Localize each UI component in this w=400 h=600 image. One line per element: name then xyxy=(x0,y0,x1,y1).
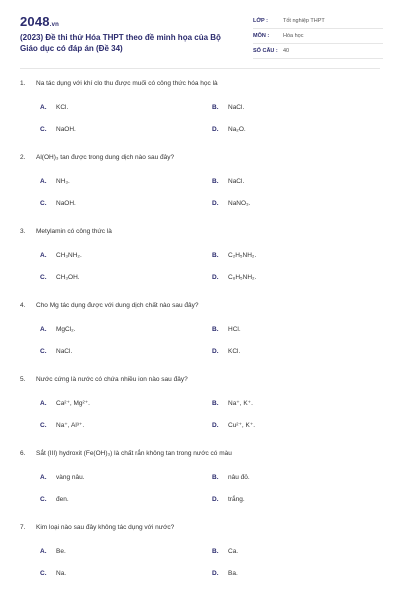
option-text: đen. xyxy=(56,496,69,503)
option-letter: B. xyxy=(212,400,219,407)
logo-suffix: .vn xyxy=(49,22,60,28)
option-b[interactable] xyxy=(212,547,238,557)
option-text: Cu²⁺, K⁺. xyxy=(228,422,256,429)
option-text: Na⁺, Al³⁺. xyxy=(56,422,85,429)
option-a[interactable] xyxy=(40,177,70,187)
option-text: MgCl₂. xyxy=(56,326,76,333)
option-letter: C. xyxy=(40,348,47,355)
meta-value: Tốt nghiệp THPT xyxy=(283,18,325,24)
question-number: 6. xyxy=(20,450,26,457)
option-letter: D. xyxy=(212,496,219,503)
option-text: Be. xyxy=(56,548,66,555)
option-a[interactable] xyxy=(40,325,76,335)
option-d[interactable] xyxy=(212,199,251,209)
option-c[interactable] xyxy=(40,273,80,283)
option-d[interactable] xyxy=(212,125,246,135)
option-letter: C. xyxy=(40,422,47,429)
question-item xyxy=(20,153,385,227)
option-letter: B. xyxy=(212,326,219,333)
question-text xyxy=(20,227,112,237)
option-text: NaCl. xyxy=(228,178,245,185)
option-letter: B. xyxy=(212,178,219,185)
option-text: NaCl. xyxy=(56,348,73,355)
meta-row-count xyxy=(253,44,383,59)
option-b[interactable] xyxy=(212,103,244,113)
option-b[interactable] xyxy=(212,399,253,409)
meta-row-class xyxy=(253,14,383,29)
option-a[interactable] xyxy=(40,103,68,113)
option-a[interactable] xyxy=(40,473,85,483)
option-letter: B. xyxy=(212,474,219,481)
option-c[interactable] xyxy=(40,421,84,431)
option-text: KCl. xyxy=(228,348,241,355)
document-meta xyxy=(253,14,383,59)
option-letter: D. xyxy=(212,274,219,281)
question-item xyxy=(20,523,385,597)
option-text: Ca²⁺, Mg²⁺. xyxy=(56,400,90,407)
document-title: (2023) Đề thi thử Hóa THPT theo đề minh họa của Bộ Giáo dục có đáp án (Đề 34) xyxy=(20,33,221,53)
option-letter: D. xyxy=(212,126,219,133)
site-logo[interactable] xyxy=(20,14,59,29)
question-item xyxy=(20,449,385,523)
option-text: CH₃OH. xyxy=(56,274,80,281)
question-text xyxy=(20,375,188,385)
option-b[interactable] xyxy=(212,251,256,261)
option-text: nâu đỏ. xyxy=(228,474,250,481)
option-text: Na⁺, K⁺. xyxy=(228,400,253,407)
option-text: Na. xyxy=(56,570,67,577)
option-letter: D. xyxy=(212,570,219,577)
option-text: NaOH. xyxy=(56,126,76,133)
question-number: 1. xyxy=(20,80,26,87)
question-stem: Sắt (III) hydroxit (Fe(OH)₃) là chất rắn không tan trong nước có màu xyxy=(36,450,232,457)
question-item xyxy=(20,79,385,153)
question-number: 5. xyxy=(20,376,26,383)
option-letter: A. xyxy=(40,400,47,407)
question-stem: Al(OH)₃ tan được trong dung dịch nào sau đây? xyxy=(36,154,175,161)
option-text: CH₃NH₂. xyxy=(56,252,82,259)
question-stem: Kim loại nào sau đây không tác dụng với nước? xyxy=(36,524,175,531)
option-c[interactable] xyxy=(40,495,69,505)
option-a[interactable] xyxy=(40,251,82,261)
option-letter: B. xyxy=(212,104,219,111)
meta-key: SỐ CÂU : xyxy=(253,48,278,54)
option-text: C₂H₅NH₂. xyxy=(228,252,257,259)
option-letter: A. xyxy=(40,548,47,555)
question-item xyxy=(20,375,385,449)
question-text xyxy=(20,523,174,533)
option-d[interactable] xyxy=(212,495,245,505)
question-number: 2. xyxy=(20,154,26,161)
question-list xyxy=(20,79,385,597)
question-text xyxy=(20,153,174,163)
option-letter: B. xyxy=(212,548,219,555)
option-b[interactable] xyxy=(212,473,250,483)
meta-value: 40 xyxy=(283,48,290,54)
meta-key: MÔN : xyxy=(253,33,270,39)
option-letter: A. xyxy=(40,252,47,259)
question-number: 4. xyxy=(20,302,26,309)
option-a[interactable] xyxy=(40,547,66,557)
option-letter: A. xyxy=(40,104,47,111)
option-letter: C. xyxy=(40,200,47,207)
option-c[interactable] xyxy=(40,125,76,135)
option-letter: A. xyxy=(40,474,47,481)
option-d[interactable] xyxy=(212,421,255,431)
option-c[interactable] xyxy=(40,569,66,579)
option-letter: D. xyxy=(212,200,219,207)
option-text: vàng nâu. xyxy=(56,474,85,481)
option-text: Ba. xyxy=(228,570,238,577)
option-letter: D. xyxy=(212,422,219,429)
option-a[interactable] xyxy=(40,399,90,409)
option-c[interactable] xyxy=(40,347,72,357)
header-divider xyxy=(20,68,380,69)
question-number: 3. xyxy=(20,228,26,235)
question-stem: Nước cứng là nước có chứa nhiều ion nào sau đây? xyxy=(36,376,188,383)
question-number: 7. xyxy=(20,524,26,531)
meta-key: LỚP : xyxy=(253,18,268,24)
option-d[interactable] xyxy=(212,273,256,283)
option-letter: C. xyxy=(40,126,47,133)
option-letter: C. xyxy=(40,496,47,503)
meta-row-subject xyxy=(253,29,383,44)
option-d[interactable] xyxy=(212,347,240,357)
meta-value: Hóa học xyxy=(283,33,304,39)
option-text: C₆H₅NH₂. xyxy=(228,274,257,281)
option-text: NaOH. xyxy=(56,200,76,207)
document-header xyxy=(0,0,400,62)
option-letter: D. xyxy=(212,348,219,355)
option-text: NaCl. xyxy=(228,104,245,111)
question-stem: Cho Mg tác dụng được với dung dịch chất nào sau đây? xyxy=(36,302,199,309)
option-text: HCl. xyxy=(228,326,241,333)
option-text: Ca. xyxy=(228,548,239,555)
option-text: KCl. xyxy=(56,104,69,111)
logo-main: 2048 xyxy=(20,14,50,29)
question-stem: Na tác dụng với khí clo thu được muối có công thức hóa học là xyxy=(36,80,218,87)
option-letter: A. xyxy=(40,178,47,185)
option-c[interactable] xyxy=(40,199,76,209)
option-text: NaNO₃. xyxy=(228,200,251,207)
option-letter: B. xyxy=(212,252,219,259)
option-b[interactable] xyxy=(212,177,244,187)
option-letter: C. xyxy=(40,570,47,577)
question-text xyxy=(20,449,232,459)
question-item xyxy=(20,301,385,375)
option-b[interactable] xyxy=(212,325,241,335)
option-text: trắng. xyxy=(228,496,245,503)
question-stem: Metylamin có công thức là xyxy=(36,228,112,235)
option-d[interactable] xyxy=(212,569,238,579)
option-letter: A. xyxy=(40,326,47,333)
option-letter: C. xyxy=(40,274,47,281)
question-item xyxy=(20,227,385,301)
question-text xyxy=(20,79,218,89)
option-text: NH₃. xyxy=(56,178,70,185)
option-text: Na₂O. xyxy=(228,126,246,133)
question-text xyxy=(20,301,198,311)
